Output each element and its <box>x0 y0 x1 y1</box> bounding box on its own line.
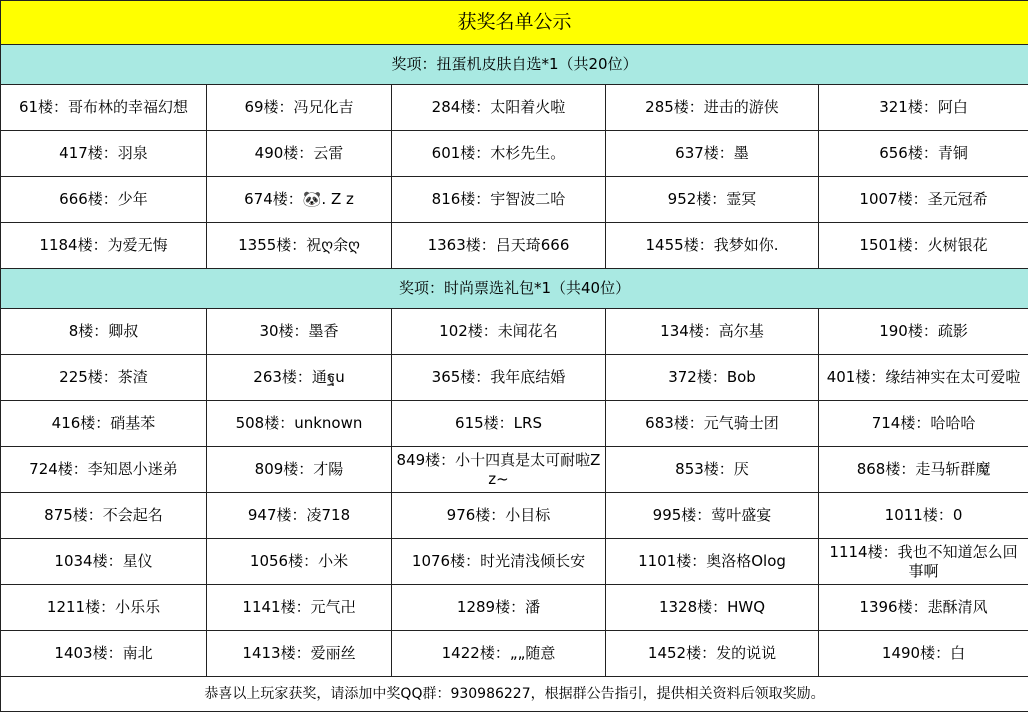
winner-cell: 656楼：青铜 <box>819 131 1028 177</box>
winner-cell: 724楼：李知恩小迷弟 <box>1 447 207 493</box>
table-row <box>1 401 1028 447</box>
winner-cell: 1101楼：奥洛格Olog <box>606 539 819 585</box>
winner-cell: 995楼：莺叶盛宴 <box>606 493 819 539</box>
winner-cell: 401楼：缘结神实在太可爱啦 <box>819 355 1028 401</box>
winner-cell: 1328楼：HWQ <box>606 585 819 631</box>
winner-cell: 134楼：高尔基 <box>606 309 819 355</box>
winner-cell: 1076楼：时光清浅倾长安 <box>392 539 606 585</box>
winner-cell: 683楼：元气骑士团 <box>606 401 819 447</box>
winner-cell: 1034楼：星仪 <box>1 539 207 585</box>
winners-table-body <box>1 1 1028 712</box>
winner-cell: 868楼：走马斩群魔 <box>819 447 1028 493</box>
winner-cell: 1403楼：南北 <box>1 631 207 677</box>
winner-cell: 69楼：冯兄化吉 <box>207 85 392 131</box>
prize-header: 奖项：时尚票选礼包*1（共40位） <box>1 269 1028 309</box>
winner-cell: 284楼：太阳着火啦 <box>392 85 606 131</box>
winner-cell: 666楼：少年 <box>1 177 207 223</box>
winner-cell: 952楼：霊冥 <box>606 177 819 223</box>
table-row <box>1 631 1028 677</box>
winner-cell: 1422楼：„„随意 <box>392 631 606 677</box>
prize-header-row <box>1 45 1028 85</box>
winner-cell: 61楼：哥布林的幸福幻想 <box>1 85 207 131</box>
winner-cell: 490楼：云雷 <box>207 131 392 177</box>
winner-cell: 816楼：宇智波二哈 <box>392 177 606 223</box>
winner-cell: 1011楼：0 <box>819 493 1028 539</box>
winner-cell: 102楼：未闻花名 <box>392 309 606 355</box>
winner-cell: 947楼：凌718 <box>207 493 392 539</box>
winner-cell: 1211楼：小乐乐 <box>1 585 207 631</box>
prize-header-row <box>1 269 1028 309</box>
winner-cell: 263楼：通ฐu <box>207 355 392 401</box>
table-row <box>1 355 1028 401</box>
table-row <box>1 309 1028 355</box>
prize-header: 奖项：扭蛋机皮肤自选*1（共20位） <box>1 45 1028 85</box>
winner-cell: 1184楼：为爱无悔 <box>1 223 207 269</box>
winner-cell: 365楼：我年底结婚 <box>392 355 606 401</box>
winner-cell: 1452楼：发的说说 <box>606 631 819 677</box>
winner-cell: 1289楼：潘 <box>392 585 606 631</box>
winner-cell: 1501楼：火树银花 <box>819 223 1028 269</box>
winner-cell: 637楼：墨 <box>606 131 819 177</box>
table-row <box>1 447 1028 493</box>
table-row <box>1 223 1028 269</box>
winner-cell: 1141楼：元气卍 <box>207 585 392 631</box>
winner-cell: 372楼：Bob <box>606 355 819 401</box>
winner-cell: 674楼：🐼. Z z <box>207 177 392 223</box>
table-row <box>1 85 1028 131</box>
winner-cell: 416楼：硝基苯 <box>1 401 207 447</box>
winner-cell: 321楼：阿白 <box>819 85 1028 131</box>
winner-cell: 1455楼：我梦如你. <box>606 223 819 269</box>
winner-cell: 601楼：木杉先生。 <box>392 131 606 177</box>
winner-cell: 615楼：LRS <box>392 401 606 447</box>
winner-cell: 225楼：茶渣 <box>1 355 207 401</box>
winner-cell: 1007楼：圣元冠希 <box>819 177 1028 223</box>
winner-cell: 417楼：羽泉 <box>1 131 207 177</box>
winner-cell: 1413楼：爱丽丝 <box>207 631 392 677</box>
winner-cell: 875楼：不会起名 <box>1 493 207 539</box>
winner-cell: 976楼：小目标 <box>392 493 606 539</box>
page-title: 获奖名单公示 <box>1 1 1028 45</box>
winner-cell: 1355楼：祝ღ余ღ <box>207 223 392 269</box>
winner-cell: 1363楼：吕天琦666 <box>392 223 606 269</box>
table-row <box>1 539 1028 585</box>
winner-cell: 809楼：才陽 <box>207 447 392 493</box>
winner-cell: 1056楼：小米 <box>207 539 392 585</box>
winner-cell: 190楼：疏影 <box>819 309 1028 355</box>
winner-cell: 8楼：卿叔 <box>1 309 207 355</box>
table-row <box>1 493 1028 539</box>
title-row <box>1 1 1028 45</box>
winner-cell: 849楼：小十四真是太可耐啦Zz~ <box>392 447 606 493</box>
winner-cell: 285楼：进击的游侠 <box>606 85 819 131</box>
winner-cell: 30楼：墨香 <box>207 309 392 355</box>
table-row <box>1 177 1028 223</box>
winner-cell: 1114楼：我也不知道怎么回事啊 <box>819 539 1028 585</box>
footer-row <box>1 677 1028 712</box>
table-row <box>1 131 1028 177</box>
winner-cell: 1490楼：白 <box>819 631 1028 677</box>
table-row <box>1 585 1028 631</box>
winner-cell: 853楼：厌 <box>606 447 819 493</box>
winner-cell: 508楼：unknown <box>207 401 392 447</box>
winner-cell: 1396楼：悲酥清风 <box>819 585 1028 631</box>
winner-cell: 714楼：哈哈哈 <box>819 401 1028 447</box>
footer-note: 恭喜以上玩家获奖，请添加中奖QQ群：930986227，根据群公告指引，提供相关资料后领取奖励。 <box>1 677 1028 712</box>
